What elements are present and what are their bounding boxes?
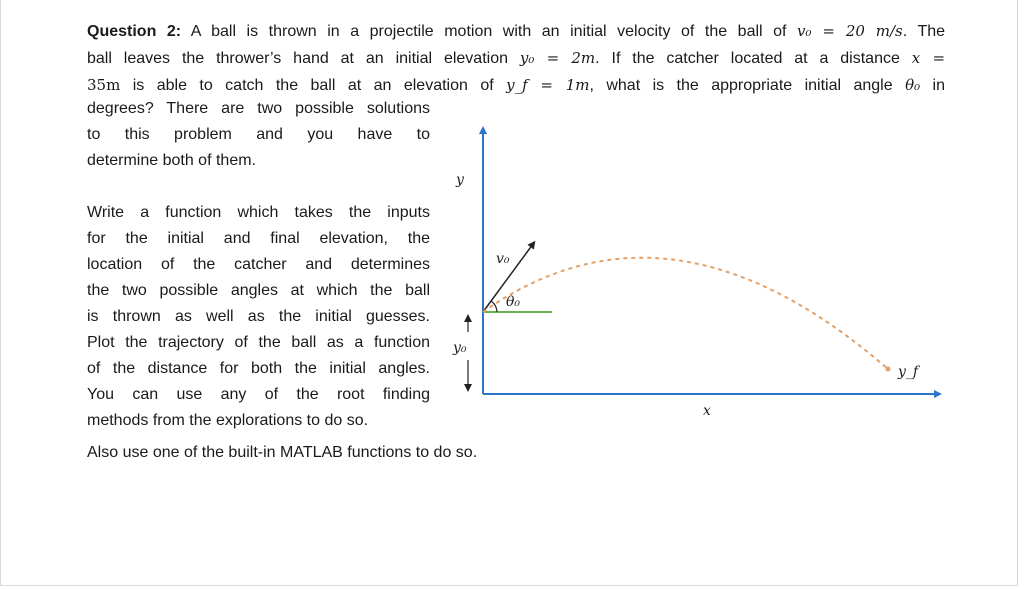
y0-label: y₀ [453, 340, 467, 356]
projectile-diagram [440, 120, 945, 420]
task-line: Plot the trajectory of the ball as a function [87, 334, 430, 351]
task-paragraph [87, 200, 430, 434]
question-paragraph [87, 18, 945, 99]
question-column-text [87, 96, 430, 174]
x-equation: x = [911, 49, 946, 67]
task-line: You can use any of the root finding [87, 386, 430, 403]
question-label: Question 2: [87, 23, 182, 40]
yf-label: y_f [898, 364, 919, 380]
question-line-1: Question 2: A ball is thrown in a projectile motion with an initial velocity of the ball of v₀ = 20 m/s. The [87, 22, 946, 40]
theta-label: θ₀ [506, 294, 521, 310]
task-line: of the distance for both the initial angles. [87, 360, 430, 377]
yf-equation: y_f = 1m [506, 76, 590, 94]
task-line: for the initial and final elevation, the [87, 230, 430, 247]
question-line-3: 35m is able to catch the ball at an elevation of y_f = 1m, what is the appropriate initial angle θ₀ in [87, 76, 945, 94]
question-col-line: determine both of them. [87, 152, 256, 169]
catch-point [886, 367, 891, 372]
question-line-2: ball leaves the thrower’s hand at an initial elevation y₀ = 2m. If the catcher located at a distance x = [87, 49, 946, 67]
x-axis-label: x [703, 403, 711, 419]
theta-symbol: θ₀ [905, 76, 921, 94]
task-line: the two possible angles at which the ball [87, 282, 430, 299]
task-tail-line: Also use one of the built-in MATLAB functions to do so. [87, 444, 478, 461]
task-line: is thrown as well as the initial guesses. [87, 308, 430, 325]
y-axis-label: y [456, 172, 464, 188]
trajectory-curve [483, 258, 888, 369]
task-line: methods from the explorations to do so. [87, 412, 369, 429]
y0-equation: y₀ = 2m [519, 49, 596, 67]
question-col-line: degrees? There are two possible solutions [87, 100, 430, 117]
v0-equation: v₀ = 20 m/s [797, 22, 903, 40]
v0-label: v₀ [496, 251, 510, 267]
task-line: Write a function which takes the inputs [87, 204, 430, 221]
task-line: location of the catcher and determines [87, 256, 430, 273]
question-col-line: to this problem and you have to [87, 126, 430, 143]
